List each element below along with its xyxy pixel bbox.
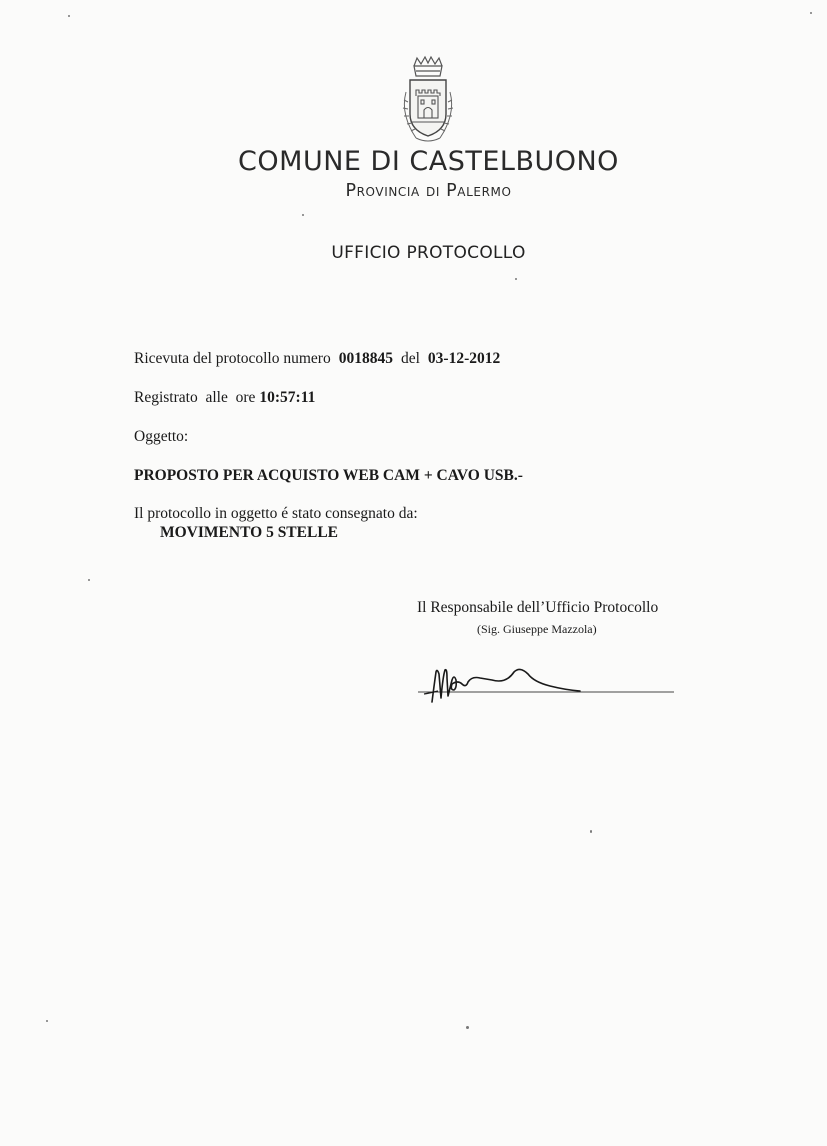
protocol-intro-label: Ricevuta del protocollo numero: [134, 350, 331, 367]
office-heading: UFFICIO PROTOCOLLO: [331, 243, 526, 263]
registered-label: Registrato alle ore: [134, 389, 256, 406]
handwritten-signature-icon: [410, 658, 680, 708]
protocol-number-line: [134, 350, 500, 368]
province-subtitle: Provincia di Palermo: [345, 181, 512, 201]
delivered-by: [160, 524, 338, 542]
scan-speck: [590, 830, 592, 833]
scan-speck: [466, 1026, 469, 1029]
coat-of-arms-icon: [392, 52, 464, 148]
delivered-by-value: MOVIMENTO 5 STELLE: [160, 524, 339, 541]
protocol-number: 0018845: [338, 350, 393, 367]
registered-time: 10:57:11: [259, 389, 316, 406]
scan-speck: [68, 15, 70, 17]
registered-time-line: [134, 389, 315, 407]
subject-text: [134, 467, 523, 485]
scan-speck: [810, 12, 812, 14]
scan-speck: [302, 214, 304, 216]
subject-label: Oggetto:: [134, 428, 189, 445]
signatory-title: Il Responsabile dell’Ufficio Protocollo: [417, 599, 659, 616]
municipality-title: COMUNE DI CASTELBUONO: [238, 146, 619, 177]
subject-value: PROPOSTO PER ACQUISTO WEB CAM + CAVO USB.-: [134, 467, 523, 484]
date-connector: del: [400, 350, 420, 367]
protocol-date: 03-12-2012: [427, 350, 501, 367]
delivered-label: Il protocollo in oggetto é stato consegnato da:: [134, 505, 418, 522]
scan-speck: [46, 1020, 48, 1022]
scan-speck: [515, 278, 517, 280]
scan-speck: [88, 579, 90, 581]
signatory-name: (Sig. Giuseppe Mazzola): [477, 622, 597, 636]
